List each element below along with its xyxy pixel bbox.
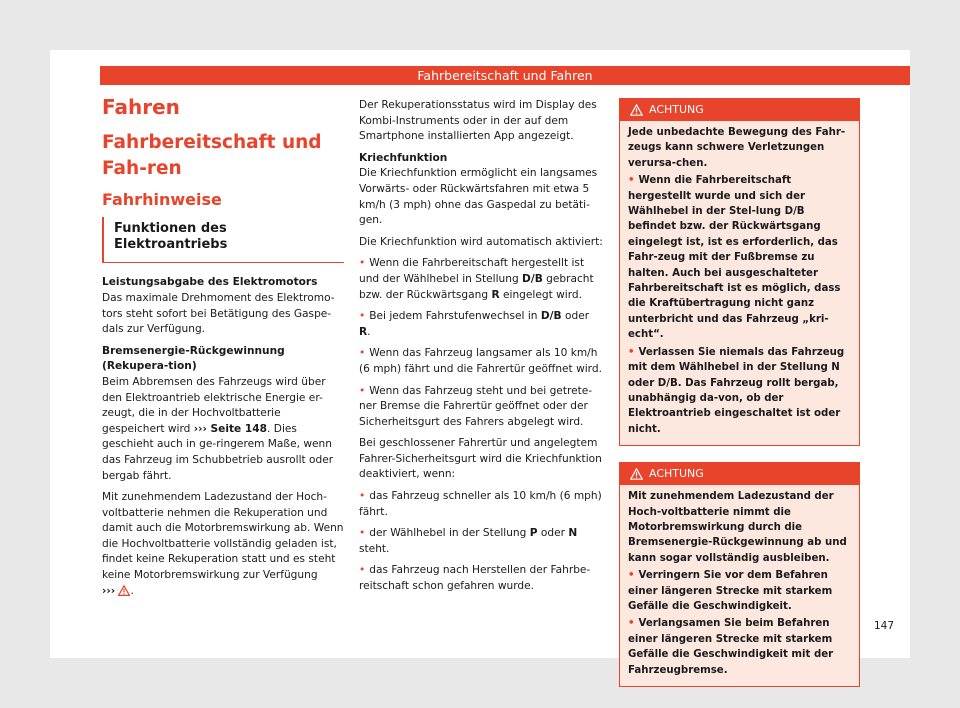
- page-reference-link[interactable]: ››› Seite 148: [193, 422, 268, 435]
- warning-box-body: [620, 485, 859, 686]
- paragraph-text: Beim Abbremsen des Fahrzeugs wird über den Elektroantrieb elektrische Energie er-zeugt, die in der Hochvoltbatterie gespeichert wird: [102, 375, 326, 435]
- paragraph-rekuperation: [102, 375, 344, 484]
- manual-page: [50, 50, 910, 676]
- warning-triangle-icon: [118, 585, 130, 596]
- list-text: D/B: [540, 310, 562, 323]
- list-text: R: [359, 325, 368, 338]
- list-text: oder: [561, 310, 590, 323]
- warning-box-header: [620, 463, 859, 485]
- paragraph-text: Mit zunehmendem Ladezustand der Hoch-voltbatterie nehmen die Rekuperation und damit auch die Motorbremswirkung ab. Wenn die Hochvoltbatterie vollständig geladen ist, findet keine Rekuperation statt und es steht keine Motorbremswirkung zur Verfügung: [102, 491, 344, 582]
- paragraph-ladezustand: Mit zunehmendem Ladezustand der Hoch-voltbatterie nehmen die Rekuperation und damit auch die Motorbremswirkung ab. Wenn die Hochvoltbatterie vollständig geladen ist, findet keine Rekuperation statt und es steht keine Motorbremswirkung zur Verfügung ››› .: [102, 491, 344, 597]
- warning-title: ACHTUNG: [649, 467, 704, 481]
- list-text: oder: [537, 527, 569, 540]
- column-middle: [359, 98, 603, 601]
- warning-title: ACHTUNG: [649, 103, 704, 116]
- page-header: Fahrbereitschaft und Fahren: [100, 66, 910, 85]
- list-item: • Wenn das Fahrzeug langsamer als 10 km/h (6 mph) fährt und die Fahrertür geöffnet wird.: [359, 346, 603, 377]
- warning-triangle-icon: [630, 468, 643, 480]
- warning-item: • Verlangsamen Sie beim Befahren einer längeren Strecke mit starkem Gefälle die Geschwindigkeit mit der Fahrzeugbremse.: [628, 616, 851, 678]
- list-text: .: [367, 325, 371, 338]
- list-item: • das Fahrzeug nach Herstellen der Fahrbe-reitschaft schon gefahren wurde.: [359, 563, 603, 594]
- list-text: der Wählhebel in der Stellung: [369, 527, 530, 540]
- list-text: Bei jedem Fahrstufenwechsel in: [369, 310, 541, 323]
- heading-fahren: Fahren: [102, 95, 180, 119]
- column-right: [619, 98, 860, 687]
- warning-reference-link[interactable]: ›››: [102, 584, 116, 597]
- paragraph-deaktiviert: Bei geschlossener Fahrertür und angelegtem Fahrer-Sicherheitsgurt wird die Kriechfunktion deaktiviert, wenn:: [359, 437, 602, 481]
- heading-funktionen: Funktionen des Elektroantriebs: [102, 217, 344, 263]
- heading-fahrhinweise: Fahrhinweise: [102, 189, 222, 209]
- warning-box: [619, 98, 860, 446]
- list-item: [359, 526, 603, 557]
- page-number: 147: [873, 620, 894, 632]
- warning-box-header: [620, 99, 859, 121]
- list-text: eingelegt wird.: [499, 288, 582, 301]
- list-text: gebracht bzw. der Rückwärtsgang: [359, 272, 594, 301]
- list-text: Wenn die Fahrbereitschaft hergestellt ist und der Wählhebel in Stellung: [359, 257, 585, 285]
- warning-item: • Wenn die Fahrbereitschaft hergestellt wurde und sich der Wählhebel in der Stel-lung D/B befindet bzw. der Rückwärtsgang eingelegt ist, ist es erforderlich, das Fahr-zeug mit der Fußbremse zu halten. Auch bei ausgeschalteter Fahrbereitschaft ist es möglich, dass die Kraftübertragung nicht ganz unterbricht und das Fahrzeug „kri-echt“.: [628, 173, 851, 342]
- warning-box: [619, 462, 860, 687]
- subheading-kriech: Kriechfunktion: [359, 151, 448, 164]
- paragraph-aktiviert: Die Kriechfunktion wird automatisch aktiviert:: [359, 235, 603, 248]
- list-text: N: [568, 527, 578, 540]
- warning-text: Mit zunehmendem Ladezustand der Hoch-voltbatterie nimmt die Motorbremswirkung durch die Bremsenergie-Rückgewinnung ab und kann sogar vollständig ausbleiben.: [628, 491, 847, 564]
- column-left: [102, 95, 344, 605]
- warning-text: Jede unbedachte Bewegung des Fahr-zeugs kann schwere Verletzungen verursa-chen.: [628, 127, 846, 169]
- paragraph-status: Der Rekuperationsstatus wird im Display des Kombi-Instruments oder in der auf dem Smartphone installierten App angezeigt.: [359, 99, 597, 143]
- paragraph-leistung: Das maximale Drehmoment des Elektromo-tors steht sofort bei Betätigung des Gaspe-dals zur Verfügung.: [102, 291, 335, 336]
- list-text: steht.: [359, 542, 390, 555]
- paragraph-text: . Dies geschieht auch in ge-ringerem Maße, wenn das Fahrzeug im Schubbetrieb ausrollt oder bergab fährt.: [102, 422, 334, 482]
- list-text: R: [491, 288, 500, 301]
- subheading-rekuperation: Bremsenergie-Rückgewinnung (Rekupera-tion): [102, 344, 285, 373]
- warning-item: • Verlassen Sie niemals das Fahrzeug mit dem Wählhebel in der Stellung N oder D/B. Das Fahrzeug rollt bergab, unabhängig da-von, ob der Elektroantrieb eingeschaltet ist oder nicht.: [628, 345, 851, 437]
- warning-triangle-icon: [630, 104, 643, 116]
- list-text: P: [529, 527, 538, 540]
- subheading-leistung: Leistungsabgabe des Elektromotors: [102, 276, 318, 289]
- list-text: D/B: [522, 272, 543, 285]
- list-item: [359, 256, 603, 303]
- list-item: • Wenn das Fahrzeug steht und bei getrete-ner Bremse die Fahrertür geöffnet oder der Sicherheitsgurt des Fahrers abgelegt wird.: [359, 384, 603, 431]
- list-item: [359, 309, 603, 340]
- heading-fahrbereitschaft: Fahrbereitschaft und Fah-ren: [102, 131, 322, 179]
- list-item: • das Fahrzeug schneller als 10 km/h (6 mph) fährt.: [359, 489, 603, 520]
- warning-box-body: [620, 121, 859, 445]
- paragraph-kriech: Die Kriechfunktion ermöglicht ein langsames Vorwärts- oder Rückwärtsfahren mit etwa 5 km/h (3 mph) ohne das Gaspedal zu betäti-gen.: [359, 167, 598, 227]
- warning-item: • Verringern Sie vor dem Befahren einer längeren Strecke mit starkem Gefälle die Geschwindigkeit.: [628, 568, 851, 614]
